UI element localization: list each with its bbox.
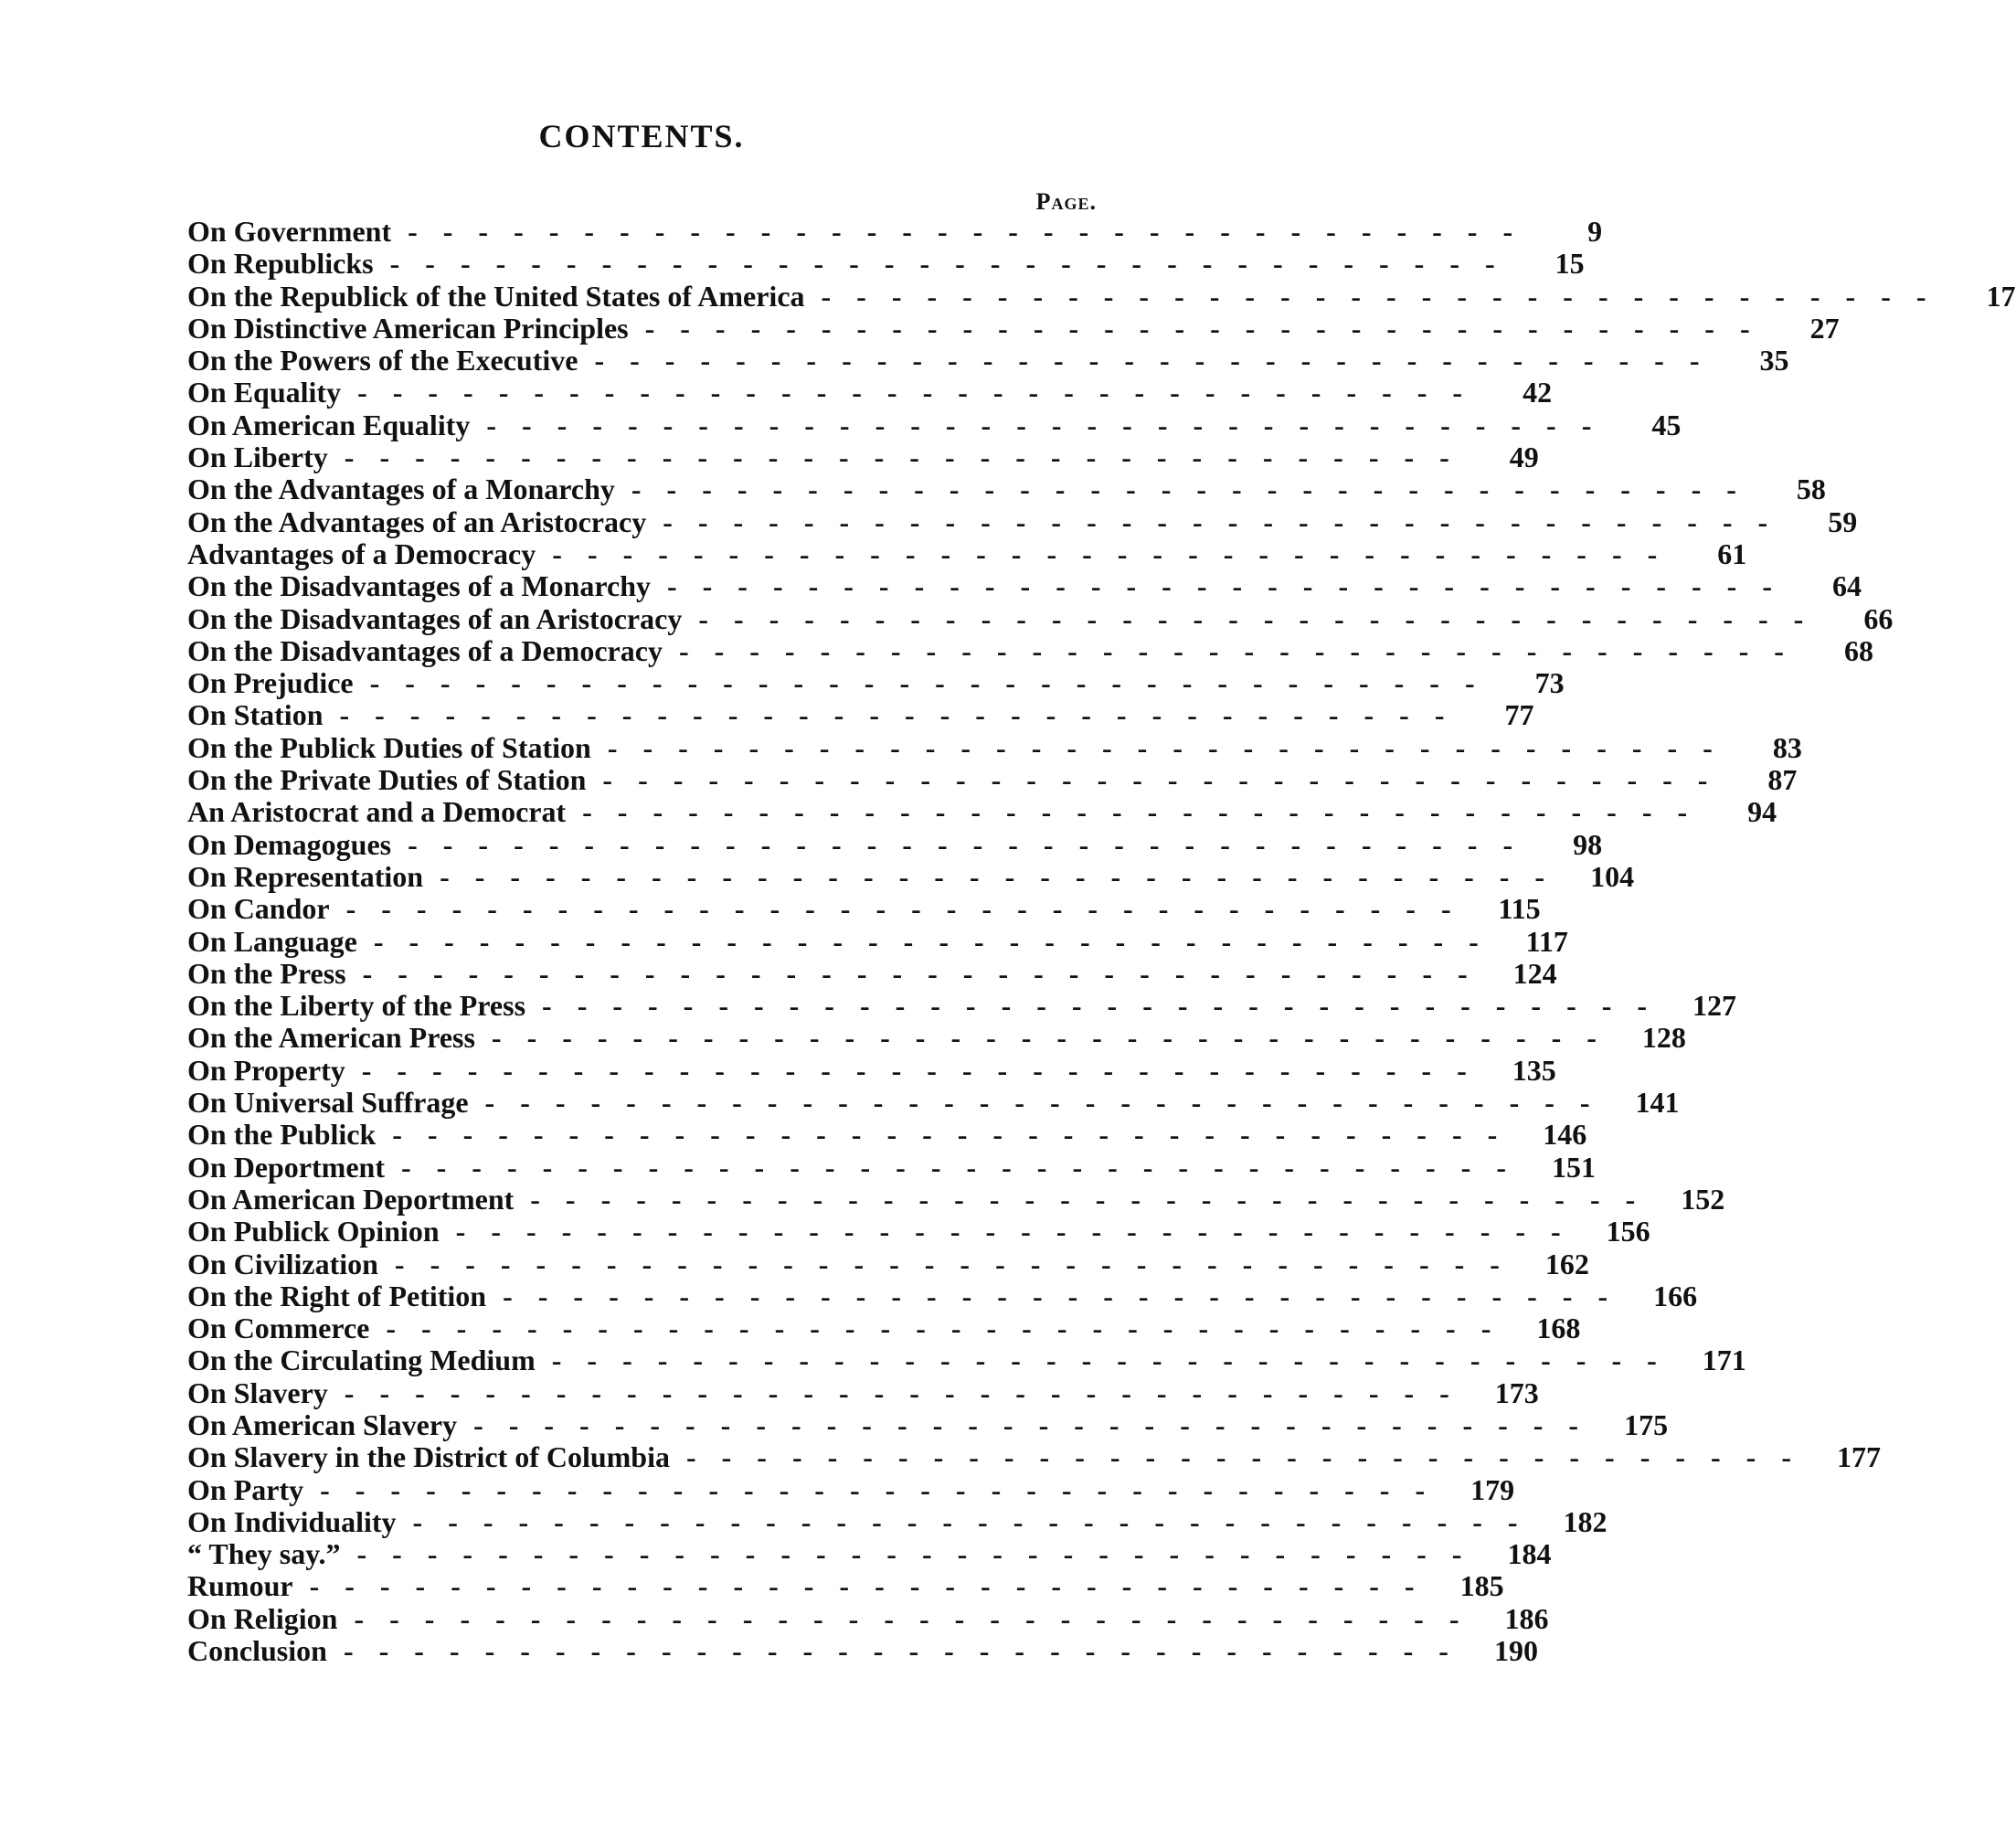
toc-entry-title: On the Liberty of the Press: [187, 989, 526, 1023]
toc-entry-page-number: 135: [1512, 1053, 1556, 1087]
toc-entry-page-number: 156: [1606, 1215, 1650, 1248]
toc-dot-leader: - - - - - - - - - - - - - - - - - - - - - - - - - - - - - - - -: [412, 1504, 1527, 1538]
toc-entry: [187, 1021, 1686, 1055]
toc-entry-page-number: 83: [1772, 730, 1802, 764]
toc-entry: [187, 1247, 1589, 1280]
toc-dot-leader: - - - - - - - - - - - - - - - - - - - - - - - - - - - - - - - -: [455, 1215, 1570, 1248]
toc-dot-leader: - - - - - - - - - - - - - - - - - - - - - - - - - - - - - - - -: [362, 956, 1477, 990]
toc-entry: [187, 698, 1534, 732]
toc-entry-title: On the American Press: [187, 1021, 475, 1055]
toc-entry-title: On Demagogues: [187, 827, 392, 861]
toc-entry: [187, 279, 2016, 313]
page-heading: CONTENTS.: [538, 118, 745, 154]
toc-entry-page-number: 166: [1653, 1279, 1698, 1312]
toc-entry-title: On the Publick Duties of Station: [187, 730, 591, 764]
toc-entry-title: An Aristocrat and a Democrat: [187, 795, 567, 829]
toc-entry-title: On Candor: [187, 892, 330, 926]
toc-dot-leader: - - - - - - - - - - - - - - - - - - - - - - - - - - - - - - - -: [373, 924, 1488, 958]
toc-dot-leader: - - - - - - - - - - - - - - - - - - - - - - - - - - - - - - - -: [582, 795, 1697, 829]
toc-entry-page-number: 128: [1641, 1021, 1686, 1055]
toc-entry-page-number: 66: [1863, 601, 1894, 635]
toc-entry-title: On the Disadvantages of a Democracy: [187, 633, 663, 667]
toc-entry-title: On the Advantages of a Monarchy: [187, 473, 615, 506]
toc-dot-leader: - - - - - - - - - - - - - - - - - - - - - - - - - - - - - - - -: [440, 859, 1554, 893]
toc-entry: [187, 247, 1585, 281]
toc-dot-leader: - - - - - - - - - - - - - - - - - - - - - - - - - - - - - - - -: [400, 1150, 1515, 1184]
toc-entry-page-number: 177: [1836, 1440, 1881, 1474]
toc-entry: [187, 666, 1565, 700]
toc-entry: [187, 1504, 1607, 1538]
toc-dot-leader: - - - - - - - - - - - - - - - - - - - - - - - - - - - - - - - -: [356, 1537, 1471, 1571]
toc-entry-title: On Civilization: [187, 1247, 378, 1280]
toc-entry-title: On the Press: [187, 956, 346, 990]
toc-entry: [187, 859, 1635, 893]
toc-dot-leader: - - - - - - - - - - - - - - - - - - - - - - - - - - - - - - - -: [821, 279, 1936, 313]
toc-dot-leader: - - - - - - - - - - - - - - - - - - - - - - - - - - - - - - - -: [602, 763, 1717, 797]
toc-entry-title: On Republicks: [187, 247, 374, 281]
toc-dot-leader: - - - - - - - - - - - - - - - - - - - - - - - - - - - - - - - -: [551, 1344, 1666, 1377]
toc-entry-title: On Station: [187, 698, 324, 732]
toc-dot-leader: - - - - - - - - - - - - - - - - - - - - - - - - - - - - - - - -: [339, 698, 1454, 732]
toc-entry: [187, 1634, 1538, 1668]
toc-dot-leader: - - - - - - - - - - - - - - - - - - - - - - - - - - - - - - - -: [484, 1086, 1599, 1120]
toc-entry-title: On Individuality: [187, 1504, 397, 1538]
toc-entry-title: On American Deportment: [187, 1182, 515, 1216]
toc-entry-page-number: 45: [1651, 408, 1682, 441]
toc-entry-page-number: 49: [1509, 441, 1539, 474]
toc-entry: [187, 795, 1777, 829]
toc-entry-page-number: 94: [1747, 795, 1777, 829]
toc-entry: [187, 1472, 1515, 1506]
toc-dot-leader: - - - - - - - - - - - - - - - - - - - - - - - - - - - - - - - -: [389, 247, 1504, 281]
toc-dot-leader: - - - - - - - - - - - - - - - - - - - - - - - - - - - - - - - -: [320, 1472, 1435, 1506]
toc-entry-page-number: 171: [1702, 1344, 1746, 1377]
toc-entry-title: On the Publick: [187, 1118, 377, 1152]
toc-entry-title: On the Circulating Medium: [187, 1344, 536, 1377]
toc-entry-page-number: 184: [1507, 1537, 1552, 1571]
toc-entry-title: Advantages of a Democracy: [187, 536, 536, 570]
toc-entry-page-number: 59: [1828, 505, 1858, 538]
toc-dot-leader: - - - - - - - - - - - - - - - - - - - - - - - - - - - - - - - -: [361, 1053, 1476, 1087]
toc-dot-leader: - - - - - - - - - - - - - - - - - - - - - - - - - - - - - - - -: [552, 536, 1667, 570]
toc-entry: [187, 1376, 1539, 1409]
toc-entry-page-number: 17: [1986, 279, 2016, 313]
toc-entry-title: On Commerce: [187, 1312, 370, 1345]
toc-entry-page-number: 77: [1504, 698, 1534, 732]
toc-entry: [187, 1312, 1581, 1345]
toc-dot-leader: - - - - - - - - - - - - - - - - - - - - - - - - - - - - - - - -: [408, 827, 1523, 861]
toc-entry: [187, 1053, 1556, 1087]
toc-entry-title: On Equality: [187, 376, 342, 409]
toc-entry-page-number: 152: [1681, 1182, 1725, 1216]
toc-entry-title: “ They say.”: [187, 1537, 341, 1571]
toc-entry: [187, 601, 1894, 635]
toc-entry-page-number: 115: [1498, 892, 1541, 926]
toc-dot-leader: - - - - - - - - - - - - - - - - - - - - - - - - - - - - - - - -: [666, 569, 1781, 603]
toc-entry-title: On Distinctive American Principles: [187, 311, 629, 345]
toc-entry-page-number: 185: [1459, 1569, 1504, 1603]
toc-entry: [187, 441, 1539, 474]
toc-entry-title: On the Right of Petition: [187, 1279, 487, 1312]
toc-entry-title: On American Equality: [187, 408, 471, 441]
toc-entry: [187, 1601, 1549, 1635]
toc-entry-title: On Language: [187, 924, 357, 958]
toc-entry-title: On the Disadvantages of a Monarchy: [187, 569, 651, 603]
toc-entry-page-number: 146: [1543, 1118, 1587, 1152]
toc-entry-title: On the Private Duties of Station: [187, 763, 587, 797]
toc-entry-title: On Liberty: [187, 441, 328, 474]
toc-dot-leader: - - - - - - - - - - - - - - - - - - - - - - - - - - - - - - - -: [685, 1440, 1800, 1474]
toc-entry-title: Rumour: [187, 1569, 293, 1603]
toc-dot-leader: - - - - - - - - - - - - - - - - - - - - - - - - - - - - - - - -: [542, 989, 1657, 1023]
toc-entry-title: On the Republick of the United States of America: [187, 279, 805, 313]
toc-dot-leader: - - - - - - - - - - - - - - - - - - - - - - - - - - - - - - - -: [392, 1118, 1507, 1152]
toc-entry-page-number: 127: [1692, 989, 1737, 1023]
toc-entry-page-number: 141: [1635, 1086, 1680, 1120]
toc-entry: [187, 215, 1603, 248]
toc-entry-page-number: 182: [1563, 1504, 1607, 1538]
toc-entry-page-number: 151: [1551, 1150, 1596, 1184]
toc-dot-leader: - - - - - - - - - - - - - - - - - - - - - - - - - - - - - - - -: [345, 892, 1460, 926]
toc-entry: [187, 1569, 1504, 1603]
toc-entry: [187, 1537, 1552, 1571]
toc-entry-page-number: 73: [1534, 666, 1565, 700]
toc-dot-leader: - - - - - - - - - - - - - - - - - - - - - - - - - - - - - - - -: [594, 344, 1709, 377]
toc-entry-page-number: 64: [1831, 569, 1862, 603]
toc-entry: [187, 1440, 1881, 1474]
toc-entry-title: On Slavery in the District of Columbia: [187, 1440, 670, 1474]
toc-dot-leader: - - - - - - - - - - - - - - - - - - - - - - - - - - - - - - - -: [344, 441, 1459, 474]
toc-entry-title: On Universal Suffrage: [187, 1086, 469, 1120]
toc-dot-leader: - - - - - - - - - - - - - - - - - - - - - - - - - - - - - - - -: [354, 1601, 1469, 1635]
toc-entry: [187, 505, 1858, 538]
toc-entry-title: On American Slavery: [187, 1407, 458, 1441]
toc-entry-title: On the Powers of the Executive: [187, 344, 578, 377]
toc-dot-leader: - - - - - - - - - - - - - - - - - - - - - - - - - - - - - - - -: [644, 311, 1759, 345]
toc-dot-leader: - - - - - - - - - - - - - - - - - - - - - - - - - - - - - - - -: [357, 376, 1472, 409]
toc-entry-title: On the Disadvantages of an Aristocracy: [187, 601, 683, 635]
toc-entry-page-number: 9: [1587, 215, 1603, 248]
toc-entry-title: On Representation: [187, 859, 424, 893]
toc-entry-page-number: 58: [1796, 473, 1826, 506]
toc-entry: [187, 1182, 1725, 1216]
toc-entry: [187, 569, 1862, 603]
toc-entry-page-number: 35: [1759, 344, 1789, 377]
toc-dot-leader: - - - - - - - - - - - - - - - - - - - - - - - - - - - - - - - -: [486, 408, 1601, 441]
toc-entry-title: On Property: [187, 1053, 345, 1087]
toc-dot-leader: - - - - - - - - - - - - - - - - - - - - - - - - - - - - - - - -: [663, 505, 1777, 538]
toc-entry: [187, 1407, 1669, 1441]
toc-entry-page-number: 61: [1717, 536, 1747, 570]
toc-entry-page-number: 175: [1624, 1407, 1669, 1441]
toc-dot-leader: - - - - - - - - - - - - - - - - - - - - - - - - - - - - - - - -: [678, 633, 1793, 667]
toc-entry-title: On Slavery: [187, 1376, 328, 1409]
toc-dot-leader: - - - - - - - - - - - - - - - - - - - - - - - - - - - - - - - -: [631, 473, 1745, 506]
toc-entry-page-number: 15: [1554, 247, 1585, 281]
toc-entry: [187, 536, 1747, 570]
page-column-label: Page.: [1035, 188, 1097, 215]
toc-entry-title: On Deportment: [187, 1150, 385, 1184]
toc-dot-leader: - - - - - - - - - - - - - - - - - - - - - - - - - - - - - - - -: [386, 1312, 1501, 1345]
toc-entry: [187, 1215, 1650, 1248]
toc-entry-page-number: 104: [1590, 859, 1635, 893]
toc-entry-title: On Religion: [187, 1601, 338, 1635]
toc-dot-leader: - - - - - - - - - - - - - - - - - - - - - - - - - - - - - - - -: [607, 730, 1722, 764]
toc-entry-page-number: 87: [1767, 763, 1798, 797]
toc-entry-page-number: 117: [1525, 924, 1568, 958]
toc-entry-page-number: 179: [1470, 1472, 1515, 1506]
toc-entry: [187, 730, 1802, 764]
toc-entry: [187, 344, 1789, 377]
toc-entry: [187, 1086, 1680, 1120]
toc-dot-leader: - - - - - - - - - - - - - - - - - - - - - - - - - - - - - - - -: [530, 1182, 1645, 1216]
toc-entry-title: On Party: [187, 1472, 304, 1506]
toc-entry: [187, 924, 1568, 958]
toc-entry: [187, 763, 1798, 797]
toc-entry-page-number: 124: [1512, 956, 1557, 990]
toc-entry-page-number: 168: [1536, 1312, 1581, 1345]
toc-entry-page-number: 173: [1494, 1376, 1539, 1409]
toc-entry-title: On the Advantages of an Aristocracy: [187, 505, 647, 538]
toc-dot-leader: - - - - - - - - - - - - - - - - - - - - - - - - - - - - - - - -: [408, 215, 1523, 248]
toc-entry: [187, 989, 1737, 1023]
toc-entry-page-number: 186: [1504, 1601, 1549, 1635]
toc-entry: [187, 473, 1826, 506]
toc-entry-title: On Publick Opinion: [187, 1215, 440, 1248]
toc-entry-title: On Prejudice: [187, 666, 354, 700]
toc-dot-leader: - - - - - - - - - - - - - - - - - - - - - - - - - - - - - - - -: [309, 1569, 1424, 1603]
toc-entry: [187, 311, 1840, 345]
toc-entry: [187, 376, 1553, 409]
toc-dot-leader: - - - - - - - - - - - - - - - - - - - - - - - - - - - - - - - -: [491, 1021, 1606, 1055]
toc-dot-leader: - - - - - - - - - - - - - - - - - - - - - - - - - - - - - - - -: [343, 1634, 1458, 1668]
toc-entry-page-number: 98: [1573, 827, 1603, 861]
toc-entry: [187, 956, 1557, 990]
toc-entry-title: Conclusion: [187, 1634, 327, 1668]
toc-entry-page-number: 68: [1843, 633, 1873, 667]
toc-entry: [187, 1150, 1596, 1184]
toc-entry: [187, 408, 1682, 441]
toc-dot-leader: - - - - - - - - - - - - - - - - - - - - - - - - - - - - - - - -: [394, 1247, 1509, 1280]
toc-entry: [187, 827, 1603, 861]
toc-entry-page-number: 27: [1809, 311, 1840, 345]
toc-dot-leader: - - - - - - - - - - - - - - - - - - - - - - - - - - - - - - - -: [344, 1376, 1459, 1409]
toc-entry: [187, 892, 1541, 926]
toc-entry-title: On Government: [187, 215, 392, 248]
toc-dot-leader: - - - - - - - - - - - - - - - - - - - - - - - - - - - - - - - -: [369, 666, 1484, 700]
toc-entry: [187, 1118, 1587, 1152]
toc-entry-page-number: 42: [1523, 376, 1553, 409]
toc-dot-leader: - - - - - - - - - - - - - - - - - - - - - - - - - - - - - - - -: [698, 601, 1813, 635]
toc-dot-leader: - - - - - - - - - - - - - - - - - - - - - - - - - - - - - - - -: [503, 1279, 1618, 1312]
toc-entry: [187, 1279, 1698, 1312]
table-of-contents: [187, 215, 2016, 1668]
toc-entry-page-number: 162: [1544, 1247, 1589, 1280]
toc-dot-leader: - - - - - - - - - - - - - - - - - - - - - - - - - - - - - - - -: [473, 1407, 1588, 1441]
toc-entry-page-number: 190: [1493, 1634, 1538, 1668]
toc-entry: [187, 633, 1873, 667]
toc-entry: [187, 1344, 1746, 1377]
